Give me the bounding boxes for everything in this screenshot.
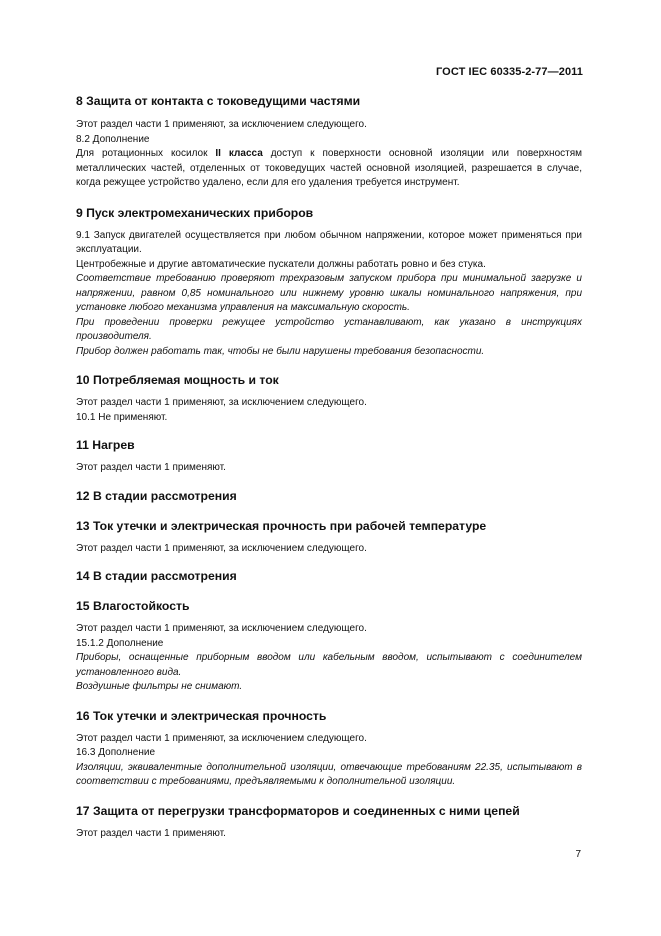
section-13 <box>76 518 582 557</box>
section-8-p3 <box>76 147 582 191</box>
section-17-title: 17 Защита от перегрузки трансформаторов и соединенных с ними цепей <box>76 803 520 818</box>
section-12 <box>76 488 582 504</box>
section-9-p1: 9.1 Запуск двигателей осуществляется при любом обычном напряжении, которое может применяться при эксплуатации. <box>76 229 582 255</box>
section-17-p1: Этот раздел части 1 применяют. <box>76 827 226 839</box>
section-9-p2: Центробежные и другие автоматические пускатели должны работать ровно и без стука. <box>76 258 486 270</box>
section-11-title: 11 Нагрев <box>76 438 135 452</box>
section-8-p3-class: II класса <box>215 148 263 159</box>
section-10-p2: 10.1 Не применяют. <box>76 411 168 423</box>
section-15 <box>76 598 582 695</box>
section-15-title: 15 Влагостойкость <box>76 599 190 613</box>
section-8-p2: 8.2 Дополнение <box>76 133 150 145</box>
document-body <box>76 93 582 841</box>
section-8-p3-start: Для ротационных косилок <box>76 148 216 159</box>
section-9-p5: Прибор должен работать так, чтобы не были нарушены требования безопасности. <box>76 345 485 357</box>
section-13-p1: Этот раздел части 1 применяют, за исключением следующего. <box>76 542 367 554</box>
section-12-title: 12 В стадии рассмотрения <box>76 488 237 503</box>
section-8-p1: Этот раздел части 1 применяют, за исключением следующего. <box>76 119 367 130</box>
section-10-title: 10 Потребляемая мощность и ток <box>76 373 279 387</box>
section-16-p2: 16.3 Дополнение <box>76 747 156 758</box>
section-9-p4: При проведении проверки режущее устройство устанавливают, как указано в инструкциях производителя. <box>76 316 582 342</box>
section-9-p3: Соответствие требованию проверяют трехразовым запуском прибора при минимальной загрузке и напряжении, равном 0,85 номинального или нижнему уровню шкалы номинального напряжения, при установке любого механизма управления на максимальную скорость. <box>76 273 582 313</box>
section-16-p3: Изоляции, эквивалентные дополнительной изоляции, отвечающие требованиям 22.35, испытывают в соответствии с требованиями, предъявляемыми к дополнительной изоляции. <box>76 761 582 787</box>
page-number: 7 <box>575 849 581 860</box>
section-13-title: 13 Ток утечки и электрическая прочность при рабочей температуре <box>76 518 487 533</box>
section-15-p3: Приборы, оснащенные приборным вводом или кабельным вводом, испытывают с соединителем установленного вида. <box>76 652 582 678</box>
section-11 <box>76 437 582 476</box>
document-header: ГОСТ IEC 60335-2-77—2011 <box>435 66 583 78</box>
section-16-p1: Этот раздел части 1 применяют, за исключением следующего. <box>76 732 367 744</box>
section-17 <box>76 803 582 842</box>
section-16-title: 16 Ток утечки и электрическая прочность <box>76 708 327 723</box>
section-10-p1: Этот раздел части 1 применяют, за исключением следующего. <box>76 397 367 408</box>
section-14-title: 14 В стадии рассмотрения <box>76 569 237 583</box>
section-14 <box>76 568 582 584</box>
section-15-p4: Воздушные фильтры не снимают. <box>76 681 243 692</box>
section-15-p2: 15.1.2 Дополнение <box>76 637 164 649</box>
section-11-p1: Этот раздел части 1 применяют. <box>76 462 226 473</box>
section-8-title: 8 Защита от контакта с токоведущими частями <box>76 94 361 108</box>
section-8-p3-rest: доступ к поверхности основной изоляции или поверхностям металлических частей, отделенных от токоведущих частей основной изоляцией, разрешается в случае, когда режущее устройство удалено, если для его удаления требуется инструмент. <box>76 148 582 188</box>
section-8 <box>76 93 582 191</box>
section-15-p1: Этот раздел части 1 применяют, за исключением следующего. <box>76 623 367 634</box>
section-9-title: 9 Пуск электромеханических приборов <box>76 205 314 220</box>
section-9 <box>76 205 582 360</box>
section-16 <box>76 708 582 790</box>
section-10 <box>76 372 582 425</box>
